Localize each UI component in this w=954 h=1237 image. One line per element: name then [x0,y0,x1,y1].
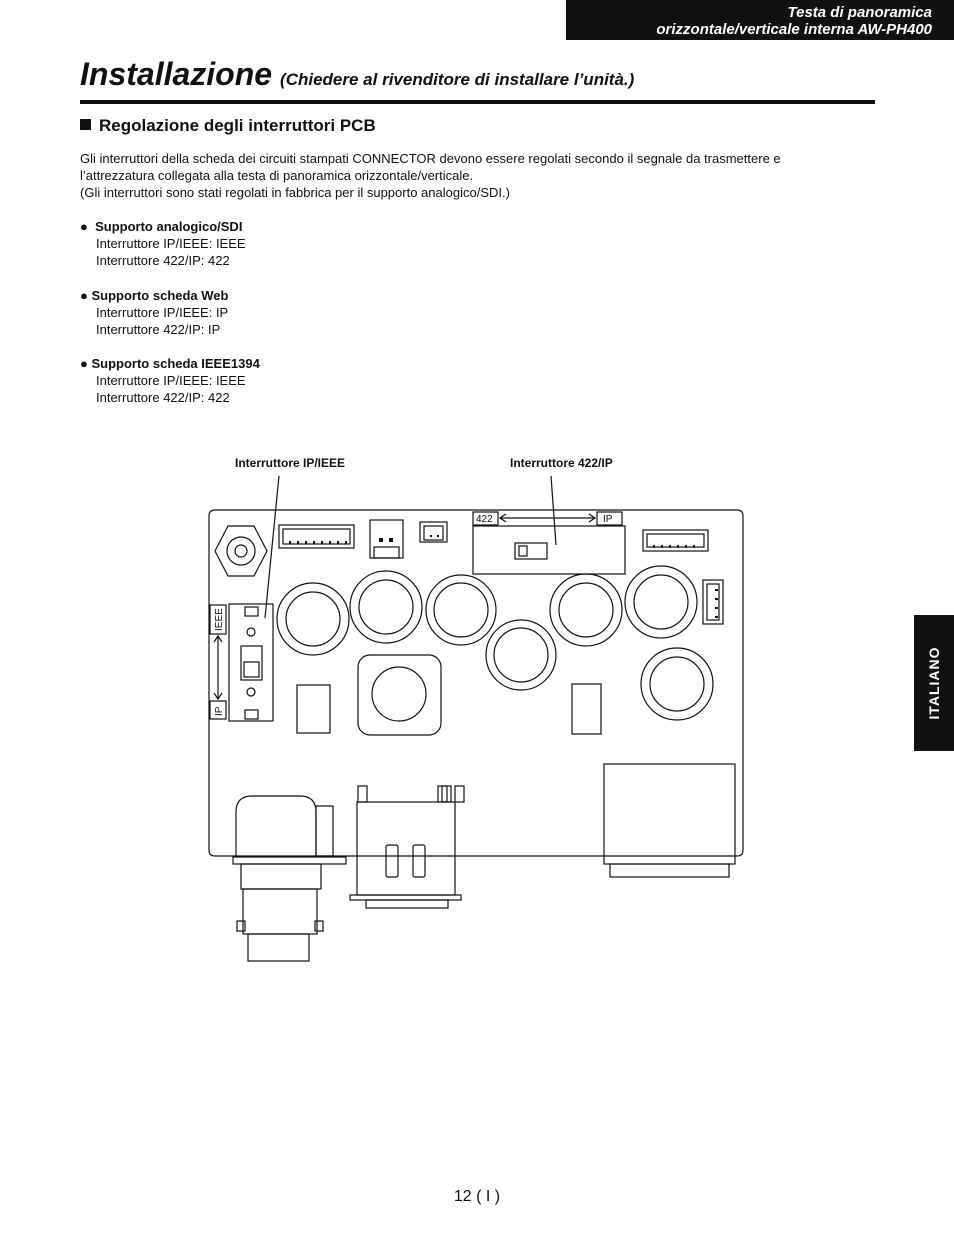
bullet-icon: ● [80,219,88,234]
switch-ip-label-box [597,512,622,525]
connector-header-inner [283,529,350,544]
page-title [80,56,875,104]
setting-line: Interruttore IP/IEEE: IEEE [96,373,246,388]
vertical-connector [703,580,723,624]
section-heading-text: Regolazione degli interruttori PCB [99,116,376,135]
header-line-2: orizzontale/verticale interna AW-PH400 [656,21,932,38]
page-number: 12 ( I ) [453,1188,501,1205]
nut-inner-hole [235,545,247,557]
switch-ip-vertical-label-box [210,701,226,719]
setting-item [80,355,260,406]
intro-paragraph [80,150,781,201]
title-sub: (Chiedere al rivenditore di installare l’unità.) [280,70,635,89]
nut-hole [227,537,255,565]
label-422-ip-switch: Interruttore 422/IP [510,456,613,470]
switch-ip-ieee-slider [241,646,262,680]
right-connector-header [643,530,708,551]
document-header [566,0,954,40]
switch-422-ip-housing [473,526,625,574]
title-main: Installazione [80,56,273,92]
bullet-icon: ● [80,288,88,303]
header-line-1: Testa di panoramica [787,4,932,21]
setting-line: Interruttore 422/IP: 422 [96,390,230,405]
setting-title: Supporto scheda Web [91,288,229,303]
switch-422-label-box [473,512,498,525]
small-connector-base [374,547,399,558]
setting-line: Interruttore 422/IP: 422 [96,253,230,268]
leader-line-ip-ieee [265,476,279,618]
leader-line-422-ip [551,476,556,545]
bnc-connector [236,796,316,857]
language-tab [914,615,954,751]
setting-line: Interruttore 422/IP: IP [96,322,221,337]
setting-line: Interruttore IP/IEEE: IEEE [96,236,246,251]
capacitors [277,566,713,720]
intro-line-1: Gli interruttori della scheda dei circuiti stampati CONNECTOR devono essere regolati secondo il segnale da trasmettere e [80,151,781,166]
bottom-right-block [604,764,735,864]
square-component [358,655,441,735]
label-ip-ieee-switch: Interruttore IP/IEEE [235,456,346,470]
central-connector [357,802,455,895]
square-bullet-icon [80,119,91,130]
setting-item [80,218,246,269]
rectangular-part [297,685,330,733]
switch-ieee-label: IEEE [214,608,225,631]
two-pin-connector [420,522,447,542]
section-heading [80,116,376,136]
switch-422-label: 422 [476,514,493,525]
switch-422-ip-slider [515,543,547,559]
setting-title: Supporto scheda IEEE1394 [91,356,260,371]
connector-header [279,525,354,548]
pcb-board-outline [209,510,743,856]
switch-ip-ieee-knob [244,662,259,677]
small-connector [370,520,403,558]
setting-line: Interruttore IP/IEEE: IP [96,305,229,320]
setting-title: Supporto analogico/SDI [95,219,243,234]
switch-422-ip-knob [519,546,527,556]
language-tab-label: ITALIANO [926,646,942,720]
switch-ip-vertical-label: IP [214,706,225,716]
rectangular-part [572,684,601,734]
switch-ip-label: IP [603,514,613,525]
intro-line-2: l’attrezzatura collegata alla testa di panoramica orizzontale/verticale. [80,168,474,183]
switch-ieee-label-box [210,605,226,634]
setting-item [80,287,228,338]
connector-tab [358,786,367,802]
hex-nut-icon [215,526,267,576]
intro-line-3: (Gli interruttori sono stati regolati in fabbrica per il supporto analogico/SDI.) [80,185,510,200]
bullet-icon: ● [80,356,88,371]
switch-ip-ieee-module [229,604,273,721]
